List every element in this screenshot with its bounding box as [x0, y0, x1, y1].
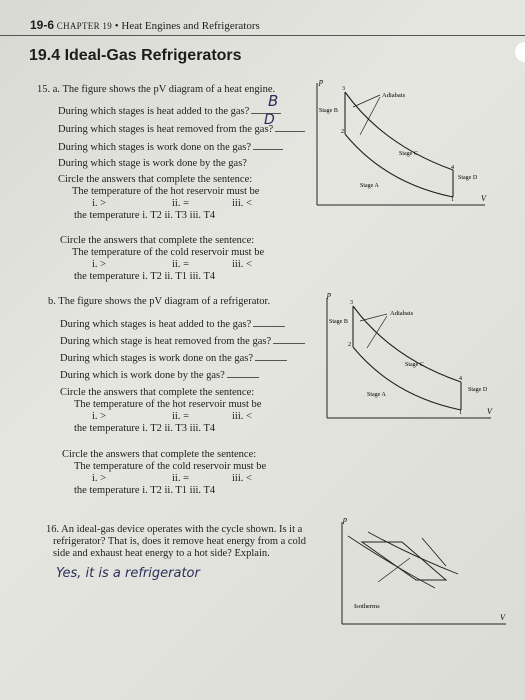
q15b-intro: b. The figure shows the pV diagram of a refrigerator. [48, 296, 271, 307]
chapter-label: CHAPTER 19 [56, 21, 113, 31]
isotherms-label: Isotherms [354, 603, 380, 610]
pv-diagram-q16 [330, 516, 515, 631]
q15b-text2: During which stage is heat removed from the gas? [60, 336, 272, 347]
q15b-text1: During which stages is heat added to the gas? [60, 319, 252, 330]
stage-d-label: Stage D [458, 175, 478, 181]
choice-lt[interactable]: iii. < [232, 198, 252, 209]
q15a-text1: During which stages is heat added to the gas? [58, 106, 250, 117]
q15a-intro: 15. a. The figure shows the pV diagram of a heat engine. [37, 84, 276, 95]
q15a-hot-sentence: The temperature of the hot reservoir must be [72, 186, 260, 197]
adiabats-label: Adiabats [382, 92, 406, 99]
pv-diagram-refrigerator [315, 290, 500, 425]
q15a-text3: During which stages is work done on the gas? [58, 142, 252, 153]
answer-blank[interactable] [227, 368, 259, 378]
v-axis-label: V [487, 407, 492, 416]
q15b-circle-instr-2: Circle the answers that complete the sentence: [62, 449, 257, 460]
q15b-text3: During which stages is work done on the gas? [60, 353, 254, 364]
section-title: 19.4 Ideal-Gas Refrigerators [29, 47, 242, 64]
answer-blank[interactable] [273, 334, 305, 344]
q15b-text4: During which is work done by the gas? [60, 370, 225, 381]
point-1: 1 [451, 197, 454, 203]
v-axis-label: V [481, 194, 486, 203]
q15a-text2: During which stages is heat removed from the gas? [58, 124, 274, 135]
choice-gt[interactable]: i. > [92, 198, 107, 209]
q15b-hot-temps: the temperature i. T2 ii. T3 iii. T4 [74, 423, 216, 434]
q16-line3: side and exhaust heat energy to a hot side? Explain. [53, 548, 270, 559]
point-4: 4 [459, 376, 462, 382]
stage-d-label: Stage D [468, 387, 488, 393]
pv-diagram-engine [305, 75, 495, 215]
choice-lt[interactable]: iii. < [232, 473, 252, 484]
q15b-circle-instr: Circle the answers that complete the sentence: [60, 387, 255, 398]
q16-line2: refrigerator? That is, does it remove heat energy from a cold [53, 536, 306, 547]
q15a-cold-sentence: The temperature of the cold reservoir must be [72, 247, 265, 258]
chapter-title: Heat Engines and Refrigerators [121, 20, 260, 32]
v-axis-label: V [500, 613, 505, 622]
stage-a-label: Stage A [367, 392, 386, 398]
choice-lt[interactable]: iii. < [232, 259, 252, 270]
point-3: 3 [342, 86, 345, 92]
choice-gt[interactable]: i. > [92, 259, 107, 270]
q15a-circle-instr-2: Circle the answers that complete the sentence: [60, 235, 255, 246]
q15a-line3 [58, 140, 283, 154]
point-1: 1 [459, 410, 462, 416]
header-separator: • [114, 20, 119, 32]
handwritten-answer-q16: Yes, it is a refrigerator [56, 566, 200, 581]
point-2: 2 [348, 342, 351, 348]
answer-blank[interactable] [253, 317, 285, 327]
q15a-circle-instr: Circle the answers that complete the sentence: [58, 174, 253, 185]
p-axis-label: p [343, 516, 347, 524]
stage-c-label: Stage C [399, 151, 418, 157]
page-number: 19-6 [30, 18, 55, 32]
choice-eq[interactable]: ii. = [172, 411, 190, 422]
point-2: 2 [341, 129, 344, 135]
q15b-cold-sentence: The temperature of the cold reservoir must be [74, 461, 267, 472]
q15a-hot-temps: the temperature i. T2 ii. T3 iii. T4 [74, 210, 216, 221]
q15a-text4: During which stage is work done by the gas? [58, 158, 247, 169]
q15b-hot-sentence: The temperature of the hot reservoir must be [74, 399, 262, 410]
q16-line1: 16. An ideal-gas device operates with the cycle shown. Is it a [46, 524, 303, 535]
choice-eq[interactable]: ii. = [172, 473, 190, 484]
q15b-line4 [60, 368, 259, 382]
choice-eq[interactable]: ii. = [172, 198, 190, 209]
choice-gt[interactable]: i. > [92, 473, 107, 484]
answer-blank[interactable] [255, 351, 287, 361]
q15b-cold-temps: the temperature i. T2 ii. T1 iii. T4 [74, 485, 216, 496]
q15b-line3 [60, 351, 287, 365]
stage-a-label: Stage A [360, 183, 379, 189]
q15a-cold-temps: the temperature i. T2 ii. T1 iii. T4 [74, 271, 216, 282]
handwritten-answer-2: D [264, 112, 275, 128]
choice-lt[interactable]: iii. < [232, 411, 252, 422]
p-axis-label: p [327, 290, 331, 299]
header-rule [0, 35, 525, 36]
adiabats-label: Adiabats [390, 310, 414, 317]
answer-blank[interactable] [253, 140, 283, 150]
binder-hole [515, 42, 525, 62]
page-header [30, 18, 260, 32]
point-3: 3 [350, 300, 353, 306]
choice-gt[interactable]: i. > [92, 411, 107, 422]
answer-blank[interactable] [275, 122, 305, 132]
stage-b-label: Stage B [319, 108, 338, 114]
q15a-line1 [58, 104, 281, 118]
choice-eq[interactable]: ii. = [172, 259, 190, 270]
stage-b-label: Stage B [329, 319, 348, 325]
p-axis-label: p [319, 77, 323, 86]
stage-c-label: Stage C [405, 362, 424, 368]
q15b-line2 [60, 334, 305, 348]
point-4: 4 [451, 165, 454, 171]
q15b-line1 [60, 317, 285, 331]
handwritten-answer-1: B [268, 92, 279, 110]
